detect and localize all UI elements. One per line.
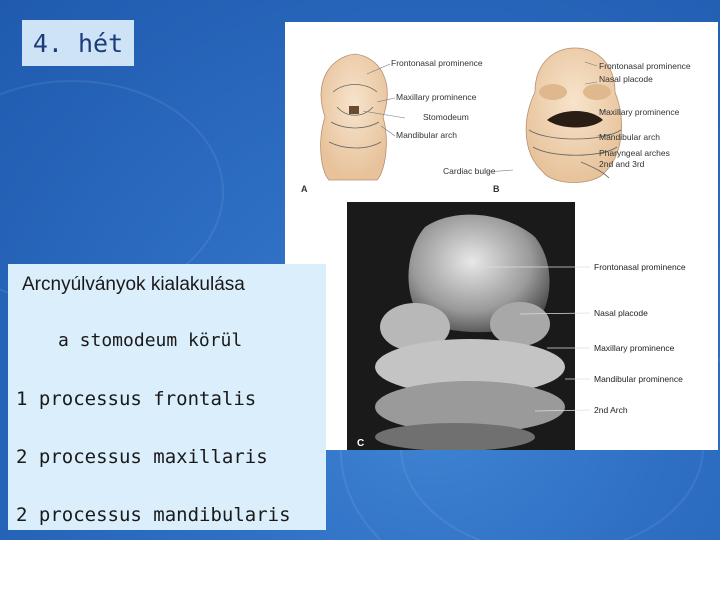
text-subheading: a stomodeum körül bbox=[58, 330, 243, 351]
label-b-maxillary: Maxillary prominence bbox=[599, 107, 680, 117]
panel-a-embryo bbox=[321, 54, 388, 180]
embryo-figure-svg bbox=[285, 22, 718, 450]
label-c-mandibular: Mandibular prominence bbox=[594, 374, 683, 384]
slide-title-box bbox=[22, 20, 134, 66]
label-a-frontonasal: Frontonasal prominence bbox=[391, 58, 483, 68]
slide-title: 4. hét bbox=[32, 28, 124, 58]
text-heading: Arcnyúlványok kialakulása bbox=[22, 274, 245, 295]
panel-c-letter: C bbox=[357, 438, 365, 449]
label-b-mandibular: Mandibular arch bbox=[599, 132, 660, 142]
label-b-pharyngeal: Pharyngeal arches bbox=[599, 148, 670, 158]
text-item-mandibularis: 2 processus mandibularis bbox=[16, 504, 291, 526]
text-box bbox=[8, 264, 326, 530]
text-item-maxillaris: 2 processus maxillaris bbox=[16, 446, 268, 468]
label-c-2nd-arch: 2nd Arch bbox=[594, 405, 628, 415]
label-b-frontonasal: Frontonasal prominence bbox=[599, 61, 691, 71]
label-b-nasal: Nasal placode bbox=[599, 74, 653, 84]
label-c-frontonasal: Frontonasal prominence bbox=[594, 262, 686, 272]
label-a-cardiac: Cardiac bulge bbox=[443, 166, 496, 176]
label-a-stomodeum: Stomodeum bbox=[423, 112, 469, 122]
label-a-maxillary: Maxillary prominence bbox=[396, 92, 477, 102]
panel-a-letter: A bbox=[301, 184, 308, 194]
label-c-nasal: Nasal placode bbox=[594, 308, 648, 318]
text-item-frontalis: 1 processus frontalis bbox=[16, 388, 257, 410]
panel-b-letter: B bbox=[493, 184, 500, 194]
embryo-figure bbox=[285, 22, 718, 450]
label-c-maxillary: Maxillary prominence bbox=[594, 343, 675, 353]
label-b-2nd-3rd: 2nd and 3rd bbox=[599, 159, 645, 169]
panel-c-photo bbox=[347, 202, 575, 450]
label-a-mandibular: Mandibular arch bbox=[396, 130, 457, 140]
